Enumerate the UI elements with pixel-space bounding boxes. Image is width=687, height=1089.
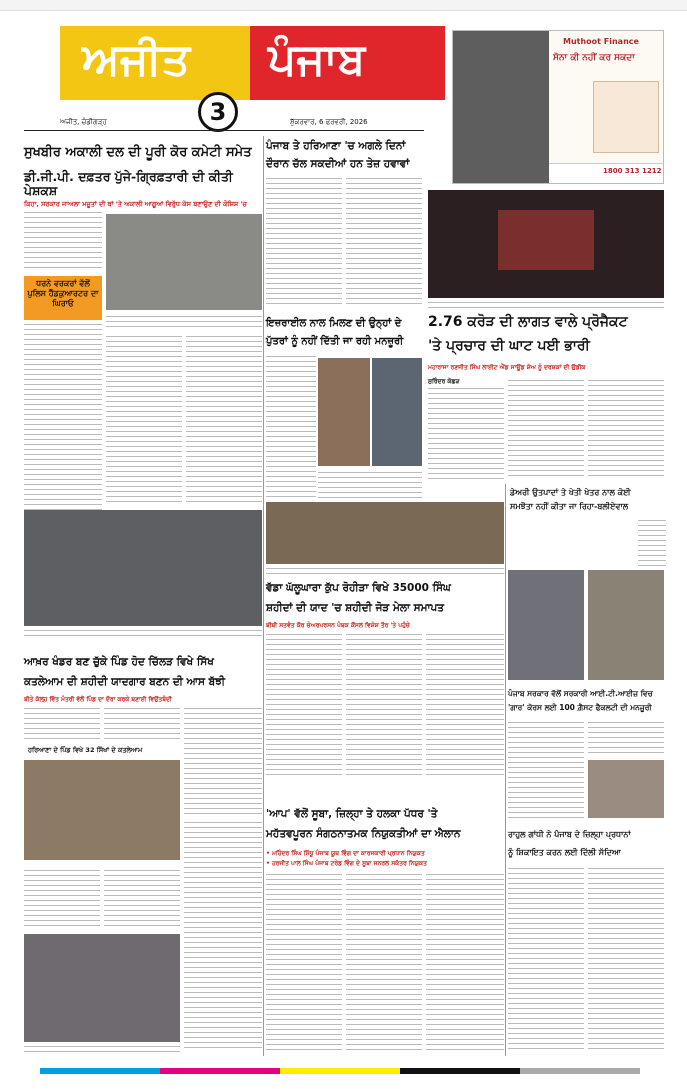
ruins-body-column [24, 708, 100, 742]
lead-body-column [24, 212, 102, 270]
ad-brand: Muthoot Finance [563, 37, 639, 46]
aap-bullet-2 [266, 860, 506, 868]
farmers-headline-2: ਸਮਝੌਤਾ ਨਹੀਂ ਕੀਤਾ ਜਾ ਰਿਹਾ-ਬਲੀਏਵਾਲ [510, 502, 629, 511]
martyrs-photo-caption [266, 568, 504, 574]
farmers-body-column [638, 520, 666, 566]
visa-photo-right [372, 358, 422, 466]
ruins-subhead: ਬੀਤੇ ਕੱਲ੍ਹ ਵਿੱਤ ਮੰਤਰੀ ਵੱਲੋਂ ਪਿੰਡ ਦਾ ਦੌਰਾ ਕਰਕੇ ਬਣਾਈ ਵਿਉਂਤਬੰਦੀ [24, 696, 172, 703]
it-jobs-headline-1: ਪੰਜਾਬ ਸਰਕਾਰ ਵੱਲੋਂ ਸਰਕਾਰੀ ਆਈ.ਟੀ.ਆਈਜ਼ ਵਿਚ [508, 689, 653, 698]
lead-subhead: ਕਿਹਾ, ਸਰਕਾਰ ਜਾਅਲਾ ਮਜ਼ੂਤਾਂ ਦੀ ਥਾਂ 'ਤੇ ਅਕਾਲੀ ਆਗੂਆਂ ਵਿਰੁੱਧ ਕੇਸ ਬਣਾਉਣ ਦੀ ਕੋਸ਼ਿਸ਼ 'ਚ [24, 200, 247, 208]
fort-light-glow [498, 210, 594, 270]
rahul-body-column [508, 868, 584, 1050]
lead-headline-1: ਸੁਖਬੀਰ ਅਕਾਲੀ ਦਲ ਦੀ ਪੂਰੀ ਕੋਰ ਕਮੇਟੀ ਸਮੇਤ [24, 145, 252, 160]
print-info-strip [0, 0, 687, 11]
edition-line: ਅਜੀਤ, ਚੰਡੀਗੜ੍ਹ [60, 118, 107, 126]
masthead-name-right: ਪੰਜਾਬ [268, 34, 366, 85]
date-line: ਸ਼ੁੱਕਰਵਾਰ, 6 ਫਰਵਰੀ, 2026 [290, 118, 368, 126]
visa-body-column [266, 356, 316, 498]
aap-body-column [426, 874, 504, 1050]
column-divider [263, 136, 264, 1056]
ruins-photo-caption [24, 1046, 180, 1054]
lead-photo-crowd [24, 510, 262, 626]
bullet-dot-icon: • [266, 850, 270, 857]
lead-headline-2: ਡੀ.ਜੀ.ਪੀ. ਦਫ਼ਤਰ ਪੁੱਜੇ-ਗ੍ਰਿਫ਼ਤਾਰੀ ਦੀ ਕੀਤੀ ਪੇਸ਼ਕਸ਼ [24, 169, 233, 199]
aap-body-column [266, 874, 342, 1050]
martyrs-subhead: ਬੀਬੀ ਸਤਵੰਤ ਕੌਰ ਚੇਅਰਪਰਸਨ ਪੰਥਕ ਕੌਂਸਲ ਵਿਸ਼ੇਸ਼ ਤੌਰ 'ਤੇ ਪਹੁੰਚੇ [266, 622, 410, 629]
aap-bullet-1 [266, 850, 506, 858]
aap-bullet-2-text: ਹਰਜੀਤ ਪਾਲ ਸਿੰਘ ਪੰਜਾਬ ਟਰੇਡ ਵਿੰਗ ਦੇ ਸੂਬਾ ਜਨਰਲ ਸਕੱਤਰ ਨਿਯੁਕਤ [271, 860, 427, 867]
lead-callout-text: ਧਰਨੇ ਵਰਕਰਾਂ ਵੱਲੋਂ ਪੁਲਿਸ ਹੈੱਡਕੁਆਰਟਰ ਦਾ ਘਿਰਾਓ [27, 279, 99, 308]
ad-phone: 1800 313 1212 [603, 167, 662, 175]
lead-body-column [186, 336, 262, 506]
project-headline-2: 'ਤੇ ਪ੍ਰਚਾਰ ਦੀ ਘਾਟ ਪਈ ਭਾਰੀ [428, 338, 590, 354]
ruins-headline-2: ਕਤਲੇਆਮ ਦੀ ਸ਼ਹੀਦੀ ਯਾਦਗਾਰ ਬਣਨ ਦੀ ਆਸ ਬੱਝੀ [24, 676, 226, 688]
farmers-photo-left [508, 570, 584, 680]
aap-body-column [346, 874, 422, 1050]
project-photo-caption [428, 302, 664, 308]
visa-body-column [318, 472, 422, 500]
it-jobs-body-column [508, 722, 584, 822]
project-body-column [428, 388, 504, 480]
aap-headline-1: 'ਆਪ' ਵੱਲੋਂ ਸੂਬਾ, ਜ਼ਿਲ੍ਹਾ ਤੇ ਹਲਕਾ ਪੱਧਰ 'ਤੇ [266, 808, 438, 820]
ad-photo [453, 31, 549, 183]
visa-photo-left [318, 358, 370, 466]
weather-headline-2: ਦੌਰਾਨ ਚੱਲ ਸਕਦੀਆਂ ਹਨ ਤੇਜ਼ ਹਵਾਵਾਂ [266, 158, 410, 170]
weather-body-column [266, 178, 342, 308]
ruins-photo-site [24, 760, 180, 860]
weather-body-column [346, 178, 422, 308]
ruins-body-column [184, 822, 262, 1052]
it-jobs-headline-2: 'ਗਾਰ' ਕੋਰਸ ਲਈ 100 ਗ਼ੈਸਟ ਫੈਕਲਟੀ ਦੀ ਮਨਜ਼ੂਰੀ [508, 703, 652, 712]
rahul-body-column [588, 868, 664, 1050]
lead-photo-meeting [106, 214, 262, 310]
column-divider [505, 484, 506, 1056]
visa-headline-1: ਇਜ਼ਰਾਈਲ ਨਾਲ ਮਿਲਣ ਦੀ ਉਨ੍ਹਾਂ ਦੇ [266, 318, 402, 329]
ruins-caption-strip: ਹਰਿਆਣਾ ਦੇ ਪਿੰਡ ਵਿਖੇ 32 ਸਿੱਖਾਂ ਦੇ ਕਤਲੇਆਮ [28, 746, 143, 754]
page-number: 3 [209, 98, 227, 126]
masthead-rule [24, 130, 424, 131]
aap-bullet-1-text: ਮਹਿੰਦਰ ਸਿੰਘ ਸਿੱਧੂ ਪੰਜਾਬ ਯੂਥ ਵਿੰਗ ਦਾ ਕਾਰਜਕਾਰੀ ਪ੍ਰਧਾਨ ਨਿਯੁਕਤ [271, 850, 425, 857]
masthead [60, 26, 445, 102]
bottom-color-bar [40, 1068, 640, 1074]
bullet-dot-icon: • [266, 860, 270, 867]
ruins-body-column [24, 870, 100, 930]
page-number-badge [198, 92, 238, 132]
project-body-column [588, 380, 664, 480]
ruins-body-column [104, 870, 180, 930]
ad-tagline: ਸੋਨਾ ਕੀ ਨਹੀਂ ਕਰ ਸਕਦਾ [553, 53, 635, 63]
lead-body-column [106, 336, 182, 506]
ruins-body-column [104, 708, 180, 742]
project-body-column [508, 380, 584, 480]
rahul-headline-2: ਨੂੰ ਸ਼ਿਕਾਇਤ ਕਰਨ ਲਈ ਦਿੱਲੀ ਸੱਦਿਆ [508, 848, 621, 857]
muthoot-ad[interactable] [452, 30, 664, 184]
lead-photo-caption [24, 630, 262, 636]
ad-offer-box [593, 81, 659, 153]
ruins-photo-officials [24, 934, 180, 1042]
project-photo-fort-show [428, 190, 664, 298]
project-subhead: ਮਹਾਰਾਜਾ ਰਣਜੀਤ ਸਿੰਘ ਲਾਈਟ ਐਂਡ ਸਾਊਂਡ ਸ਼ੋਅ ਨੂੰ ਦਰਸ਼ਕਾਂ ਦੀ ਉਡੀਕ [428, 364, 586, 371]
visa-headline-2: ਪੁੱਤਰਾਂ ਨੂੰ ਨਹੀਂ ਦਿੱਤੀ ਜਾ ਰਹੀ ਮਨਜ਼ੂਰੀ [266, 336, 404, 347]
farmers-photo-right [588, 570, 664, 680]
rahul-headline-1: ਰਾਹੁਲ ਗਾਂਧੀ ਨੇ ਪੰਜਾਬ ਦੇ ਜ਼ਿਲ੍ਹਾ ਪ੍ਰਧਾਨਾਂ [508, 830, 631, 839]
martyrs-body-column [346, 634, 422, 776]
project-byline: ਸੁਰਿੰਦਰ ਕੋਛੜ [428, 378, 460, 385]
lead-body-column [106, 316, 262, 330]
weather-headline-1: ਪੰਜਾਬ ਤੇ ਹਰਿਆਣਾ 'ਚ ਅਗਲੇ ਦਿਨਾਂ [266, 140, 406, 152]
martyrs-headline-1: ਵੱਡਾ ਘੱਲੂਘਾਰਾ ਕੁੱਪ ਰੋਹੀੜਾ ਵਿਖੇ 35000 ਸਿੰਘ [266, 582, 451, 594]
ruins-headline-1: ਆਖ਼ਰ ਖੰਡਰ ਬਣ ਚੁੱਕੇ ਪਿੰਡ ਹੋਦ ਚਿੱਲੜ ਵਿਖੇ ਸਿੱਖ [24, 656, 214, 668]
masthead-name-left: ਅਜੀਤ [82, 34, 190, 85]
ruins-body-column [184, 708, 262, 818]
aap-headline-2: ਮਹੱਤਵਪੂਰਨ ਸੰਗਠਨਾਤਮਕ ਨਿਯੁਕਤੀਆਂ ਦਾ ਐਲਾਨ [266, 828, 461, 840]
it-jobs-body-column [588, 722, 664, 756]
farmers-headline-1: ਡੇਅਰੀ ਉਤਪਾਦਾਂ ਤੇ ਖੇਤੀ ਖੇਤਰ ਨਾਲ ਕੋਈ [510, 488, 631, 497]
project-headline-1: 2.76 ਕਰੋੜ ਦੀ ਲਾਗਤ ਵਾਲੇ ਪ੍ਰੋਜੈਕਟ [428, 314, 628, 330]
martyrs-headline-2: ਸ਼ਹੀਦਾਂ ਦੀ ਯਾਦ 'ਚ ਸ਼ਹੀਦੀ ਜੋੜ ਮੇਲਾ ਸਮਾਪਤ [266, 602, 445, 614]
martyrs-body-column [266, 634, 342, 776]
martyrs-body-column [426, 634, 504, 776]
it-jobs-photo-portrait [588, 760, 664, 818]
martyrs-photo-gathering [266, 502, 504, 564]
lead-callout [24, 276, 102, 320]
